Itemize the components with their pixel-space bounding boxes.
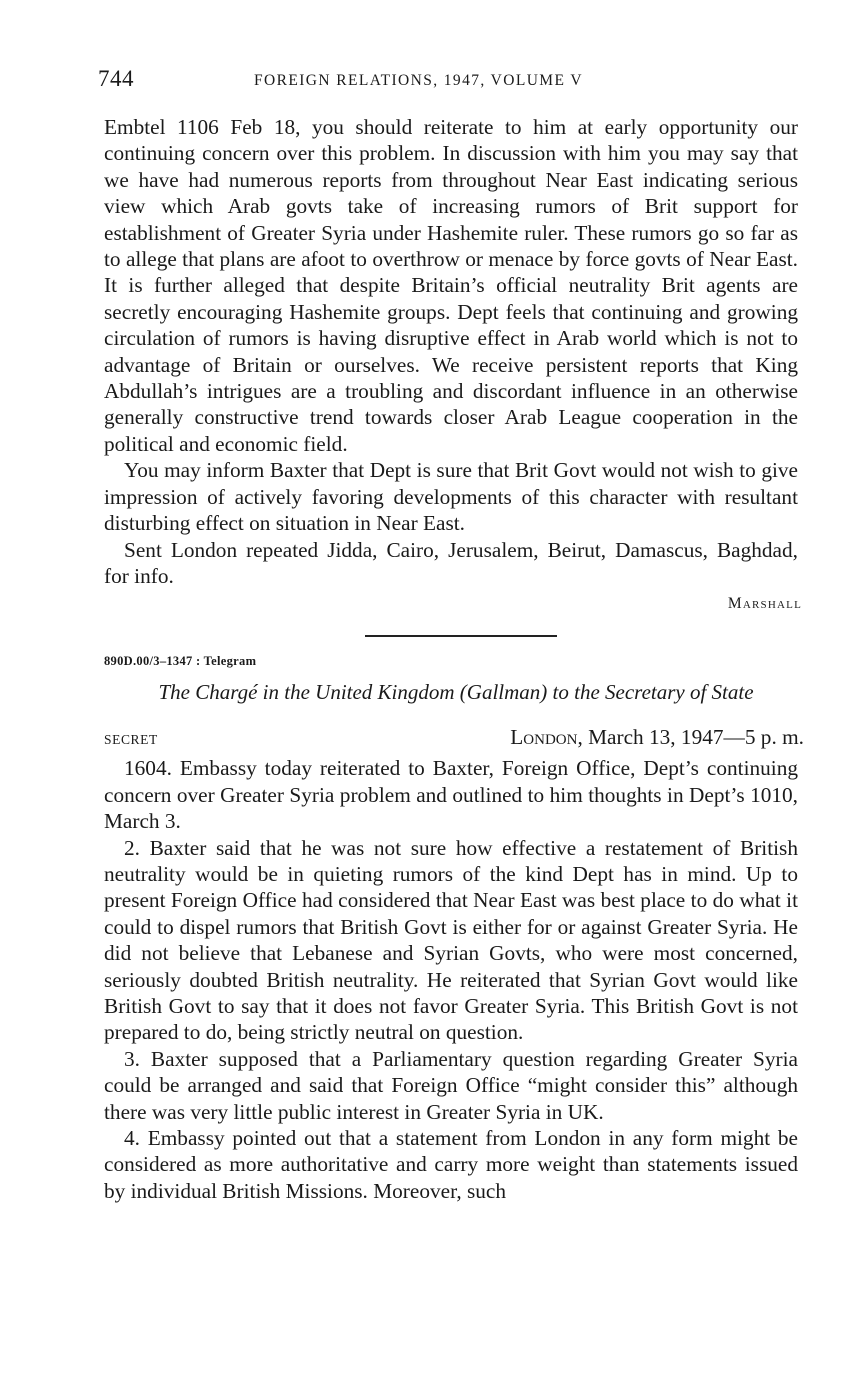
- file-reference: 890D.00/3–1347 : Telegram: [104, 654, 257, 669]
- page-content: [98, 66, 804, 1204]
- body-paragraph: Embtel 1106 Feb 18, you should reiterate to him at early opportunity our continuing concern over this problem. In discussion with him you may say that we have had numerous reports from throughout Near East indicating serious view which Arab govts take of increasing rumors of Brit support for establishment of Greater Syria under Hashemite ruler. These rumors go so far as to allege that plans are afoot to overthrow or menace by force govts of Near East. It is further alleged that despite Britain’s official neutrality Brit agents are secretly encouraging Hashemite groups. Dept feels that continuing and growing circulation of rumors is having disruptive effect in Arab world which is not to advantage of Britain or ourselves. We receive persistent reports that King Abdullah’s intrigues are a troubling and discordant influence in an otherwise generally constructive trend towards closer Arab League cooperation in the political and economic field.: [104, 115, 798, 456]
- classification-label: SECRET: [104, 732, 158, 748]
- dateline: [510, 725, 804, 750]
- body-paragraph: Sent London repeated Jidda, Cairo, Jerusalem, Beirut, Damascus, Baghdad, for info.: [104, 537, 798, 588]
- page-number: 744: [98, 66, 134, 91]
- body-paragraph: You may inform Baxter that Dept is sure that Brit Govt would not wish to give impression of actively favoring developments of this character with resultant disturbing effect on situation in Near East.: [104, 458, 798, 536]
- dateline-place: London: [510, 725, 578, 750]
- document-title: The Chargé in the United Kingdom (Gallman) to the Secretary of State: [158, 680, 754, 705]
- dateline-row: [104, 725, 804, 755]
- telegram-document: [104, 654, 804, 1204]
- running-header: [98, 66, 798, 100]
- body-paragraph: 4. Embassy pointed out that a statement from London in any form might be considered as more authoritative and carry more weight than statements issued by individual British Missions. Moreover, such: [104, 1126, 798, 1203]
- dateline-date: , March 13, 1947—5 p. m.: [577, 725, 804, 750]
- body-paragraph: 2. Baxter said that he was not sure how effective a restatement of British neutrality would be in quieting rumors of the kind Dept has in mind. Up to present Foreign Office had considered that Near East was best place to do what it could to dispel rumors that British Govt is either for or against Greater Syria. He did not believe that Lebanese and Syrian Govts, who were most concerned, seriously doubted British neutrality. He reiterated that Syrian Govt would like British Govt to say that it does not favor Greater Syria. This British Govt is not prepared to do, being strictly neutral on question.: [104, 835, 798, 1045]
- signature: Marshall: [727, 595, 802, 613]
- section-divider: [365, 635, 557, 637]
- telegram-continuation: [104, 114, 802, 613]
- body-paragraph: 3. Baxter supposed that a Parliamentary question regarding Greater Syria could be arranged and said that Foreign Office “might consider this” although there was very little public interest in Greater Syria in UK.: [104, 1046, 798, 1124]
- running-title: FOREIGN RELATIONS, 1947, VOLUME V: [254, 72, 583, 89]
- body-paragraph: 1604. Embassy today reiterated to Baxter, Foreign Office, Dept’s continuing concern over Greater Syria problem and outlined to him thoughts in Dept’s 1010, March 3.: [104, 756, 798, 834]
